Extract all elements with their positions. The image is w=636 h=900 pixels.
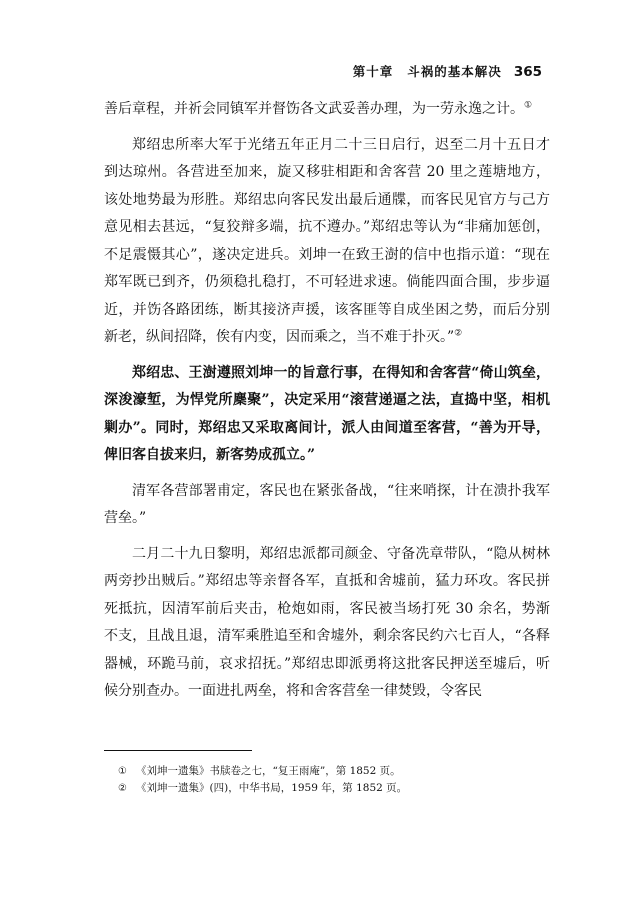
footnotes [118,763,548,797]
footnote-mark: ① [118,766,127,777]
paragraph-text: 清军各营部署甫定，客民也在紧张备战，“往来哨探，计在溃扑我军营垒。” [104,482,550,526]
footnote-2 [118,780,548,797]
paragraph-text: 郑绍忠、王澍遵照刘坤一的旨意行事，在得知和舍客营“倚山筑垒，深浚濠堑，为悍党所麇聚”，决定采用“滚营递逼之法，直捣中坚，相机剿办”。同时，郑绍忠又采取离间计，派人由间道至客营，“善为开导，俾旧客自拔来归，新客势成孤立。” [104,364,550,463]
chapter-title: 斗祸的基本解决 [407,64,502,79]
footnote-divider [104,750,252,751]
paragraph [104,541,550,706]
paragraph [104,360,550,470]
paragraph-continuation [104,96,550,124]
footnote-text: 《刘坤一遗集》书牍卷之七，“复王雨庵”，第 1852 页。 [136,765,401,777]
footnote-mark: ② [118,783,127,794]
paragraph-text: 二月二十九日黎明，郑绍忠派都司颜金、守备冼章带队，“隐从树林两旁抄出贼后。”郑绍忠等亲督各军，直抵和舍墟前，猛力环攻。客民拼死抵抗，因清军前后夹击，枪炮如雨，客民被当场打死 30 余名，势渐不支，且战且退，清军乘胜追至和舍墟外，剩余客民约六七百人，“各释器械，环跪马前，哀求招抚。”郑绍忠即派勇将这批客民押送至墟后，听候分别查办。一面进扎两垒，将和舍客营垒一律焚毁，令客民 [104,545,550,699]
main-body-text [104,96,550,706]
footnote-text: 《刘坤一遗集》(四)，中华书局，1959 年，第 1852 页。 [136,782,408,794]
paragraph-text: 善后章程，并祈会同镇军并督饬各文武妥善办理，为一劳永逸之计。 [104,101,524,117]
running-header [110,62,542,80]
paragraph-text: 郑绍忠所率大军于光绪五年正月二十三日启行，迟至二月十五日才到达琼州。各营进至加来，旋又移驻相距和舍客营 20 里之莲塘地方，该处地势最为形胜。郑绍忠向客民发出最后通牒，而客民见官方与己方意见相去甚远，“复狡辩多端，抗不遵办。”郑绍忠等认为“非痛加惩创，不足震慑其心”，遂决定进兵。刘坤一在致王澍的信中也指示道：“现在郑军既已到齐，仍须稳扎稳打，不可轻进求速。倘能四面合围，步步逼近，并饬各路团练，断其接济声援，该客匪等自成坐困之势，而后分别新老，纵间招降，俟有内变，因而乘之，当不难于扑灭。” [104,136,550,345]
footnote-ref-1: ① [524,100,533,111]
paragraph [104,132,550,352]
paragraph [104,478,550,533]
page-number: 365 [513,64,542,80]
chapter-label: 第十章 [352,64,394,79]
footnote-ref-2: ② [454,328,463,339]
footnote-1 [118,763,548,780]
